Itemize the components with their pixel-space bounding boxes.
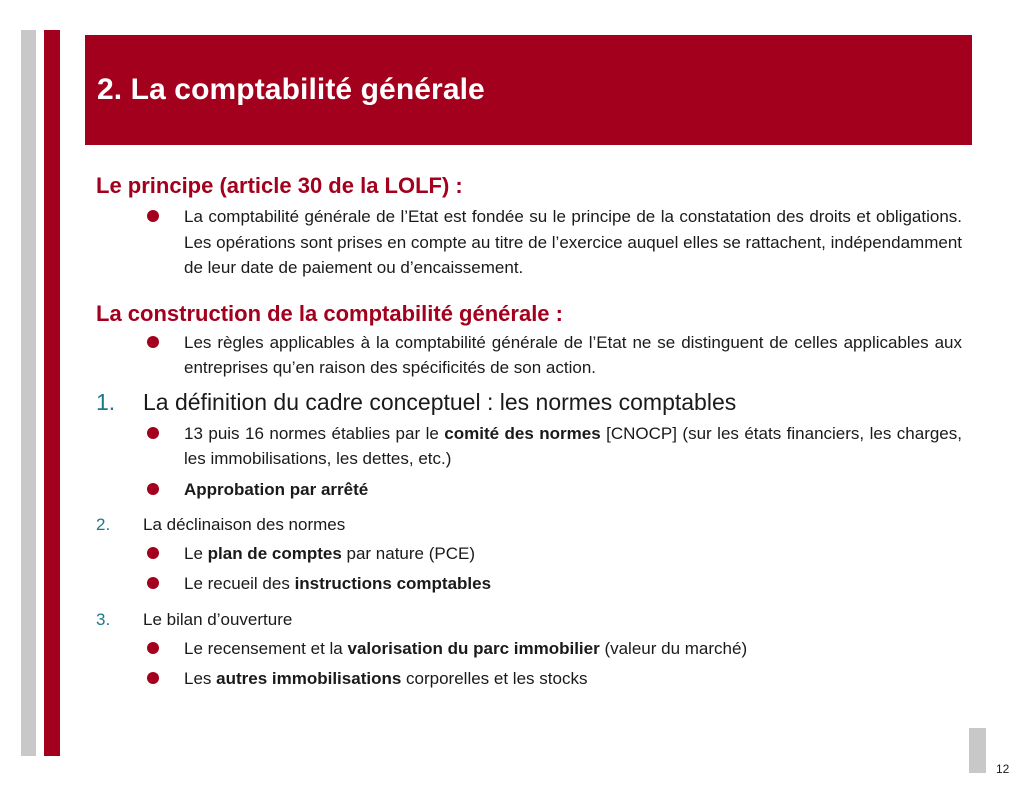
slide-title: 2. La comptabilité générale bbox=[97, 73, 485, 106]
slide-content bbox=[96, 172, 962, 691]
construction-bullets bbox=[96, 330, 962, 381]
bullet-dot-icon bbox=[147, 427, 159, 439]
bullet-text: La comptabilité générale de l’Etat est fondée su le principe de la constatation des droits et obligations. Les opérations sont prises en compte au titre de l’exercice auquel elles se rattachent, indépendamment de leur date de paiement ou d’encaissement. bbox=[184, 207, 962, 277]
bullet-dot-icon bbox=[147, 210, 159, 222]
bullet-item bbox=[96, 666, 962, 692]
item-title: Le bilan d’ouverture bbox=[143, 610, 293, 629]
left-grey-bar bbox=[21, 30, 36, 756]
bullet-dot-icon bbox=[147, 672, 159, 684]
item-title: La déclinaison des normes bbox=[143, 515, 346, 534]
heading-construction: La construction de la comptabilité générale : bbox=[96, 300, 563, 326]
item-number: 1. bbox=[96, 388, 116, 415]
bullet-text-bold: Approbation par arrêté bbox=[184, 479, 369, 499]
numbered-item-3 bbox=[96, 607, 962, 632]
bullet-dot-icon bbox=[147, 547, 159, 559]
bullet-item bbox=[96, 477, 962, 503]
title-banner bbox=[85, 35, 972, 145]
bullet-text: Les règles applicables à la comptabilité générale de l’Etat ne se distinguent de celles applicables aux entreprises qu’en raison des spécificités de son action. bbox=[184, 332, 962, 377]
bullet-text-bold: plan de comptes bbox=[207, 544, 342, 563]
page-number: 12 bbox=[996, 762, 1010, 776]
numbered-item-2 bbox=[96, 512, 962, 537]
bullet-text-post: par nature (PCE) bbox=[341, 544, 476, 563]
bullet-text-post: corporelles et les stocks bbox=[401, 668, 588, 688]
bullet-dot-icon bbox=[147, 577, 159, 589]
bullet-text-bold: comité des normes bbox=[444, 423, 601, 443]
heading-principe: Le principe (article 30 de la LOLF) : bbox=[96, 173, 463, 198]
bullet-text-pre: Le bbox=[184, 544, 208, 563]
numbered-item-1 bbox=[96, 387, 962, 417]
bullet-item bbox=[96, 330, 962, 381]
left-red-bar bbox=[44, 30, 60, 756]
bullet-text-pre: Le recensement et la bbox=[184, 639, 348, 658]
bullet-text-bold: instructions comptables bbox=[294, 573, 492, 593]
bullet-dot-icon bbox=[147, 336, 159, 348]
bullet-text-pre: 13 puis 16 normes établies par le bbox=[184, 423, 445, 443]
bullet-text-pre: Les bbox=[184, 668, 217, 688]
principe-bullets bbox=[96, 204, 962, 281]
bullet-item bbox=[96, 541, 962, 567]
right-grey-bar bbox=[969, 728, 986, 773]
item-number: 2. bbox=[96, 515, 111, 534]
item2-bullets bbox=[96, 541, 962, 596]
bullet-dot-icon bbox=[147, 642, 159, 654]
bullet-item bbox=[96, 421, 962, 472]
bullet-text-post: [CNOCP] (sur les états financiers, les charges, les immobilisations, les dettes, etc.) bbox=[184, 423, 962, 468]
item3-bullets bbox=[96, 636, 962, 691]
item-number: 3. bbox=[96, 610, 111, 629]
bullet-text-bold: valorisation du parc immobilier bbox=[347, 639, 600, 658]
bullet-dot-icon bbox=[147, 483, 159, 495]
item-title: La définition du cadre conceptuel : les normes comptables bbox=[143, 388, 737, 415]
bullet-text-bold: autres immobilisations bbox=[216, 668, 402, 688]
bullet-text-pre: Le recueil des bbox=[184, 573, 295, 593]
bullet-text-post: (valeur du marché) bbox=[599, 639, 748, 658]
bullet-item bbox=[96, 204, 962, 281]
bullet-item bbox=[96, 571, 962, 597]
item1-bullets bbox=[96, 421, 962, 503]
bullet-item bbox=[96, 636, 962, 662]
